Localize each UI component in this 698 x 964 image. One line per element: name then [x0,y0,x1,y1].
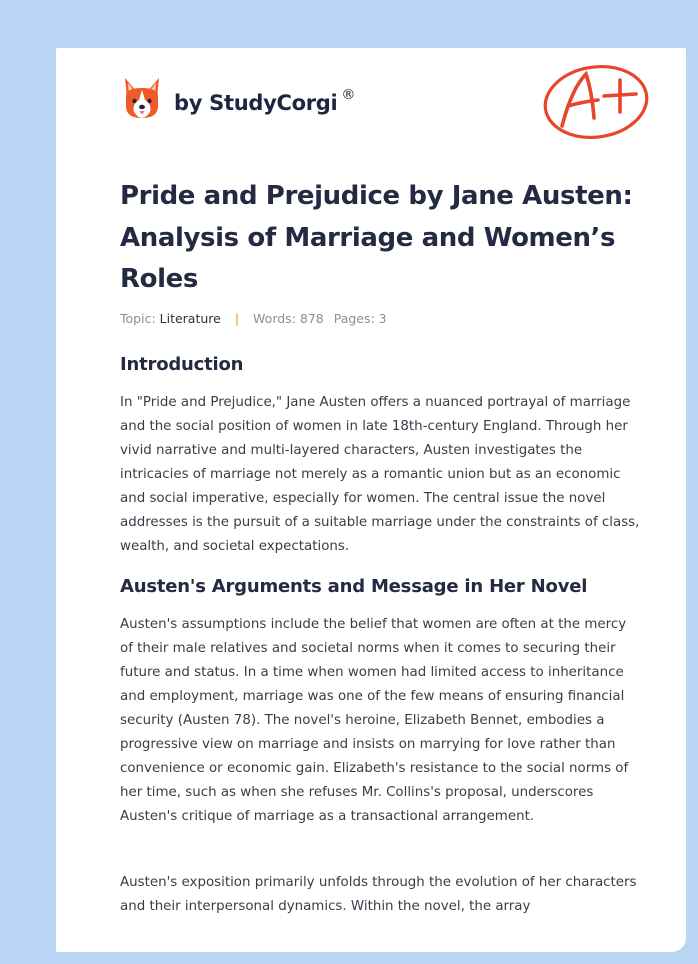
registered-mark: ® [341,87,356,103]
brand-name: by StudyCorgi [174,91,338,115]
corgi-logo-icon [122,76,162,122]
word-count: Words: 878 [253,311,324,326]
topic-link[interactable]: Literature [159,311,221,326]
paragraph: In "Pride and Prejudice," Jane Austen offers a nuanced portrayal of marriage and the social position of women in late 18th-century England. Through her vivid narrative and multi-layered characters, Austen investigates the intricacies of marriage not merely as a romantic union but as an economic and social imperative, especially for women. The central issue the novel addresses is the pursuit of a suitable marriage under the constraints of class, wealth, and societal expectations. [120,395,640,554]
paragraph: Austen's assumptions include the belief that women are often at the mercy of their male relatives and societal norms when it comes to securing their future and status. In a time when women had limited access to inheritance and employment, marriage was one of the few means of ensuring financial security (Austen 78). The novel's heroine, Elizabeth Bennet, embodies a progressive view on marriage and insists on marrying for love rather than convenience or economic gain. Elizabeth's resistance to the social norms of her time, such as when she refuses Mr. Collins's proposal, underscores Austen's critique of marriage as a transactional arrangement. [120,617,629,824]
document-page [56,48,686,952]
page-count: Pages: 3 [333,311,387,326]
paragraph: Austen's exposition primarily unfolds through the evolution of her characters and their interpersonal dynamics. Within the novel, the array [120,875,637,914]
page-title: Pride and Prejudice by Jane Austen: Analysis of Marriage and Women’s Roles [120,181,633,294]
grade-a-plus-icon [536,58,652,142]
brand-header[interactable] [122,76,355,122]
article-meta [120,311,387,326]
section-heading-introduction: Introduction [120,354,244,375]
topic-label: Topic: [120,311,156,326]
meta-separator: | [234,311,240,326]
section-heading-arguments: Austen's Arguments and Message in Her Novel [120,576,588,597]
grade-text: A+ [536,58,538,59]
